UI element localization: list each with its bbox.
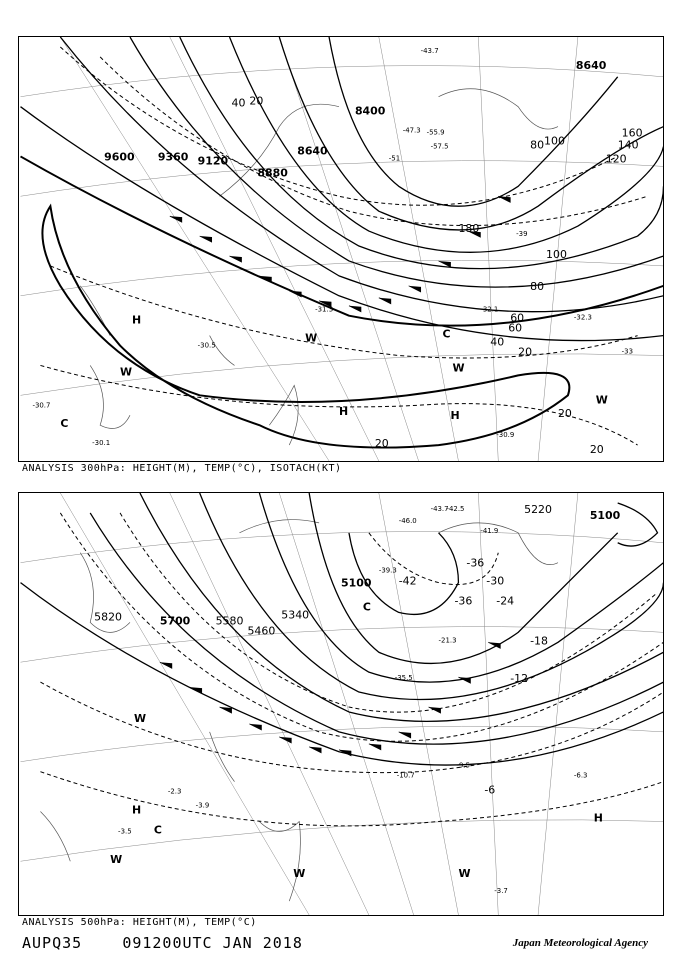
station-value: -51	[388, 154, 401, 163]
station-value: -30.1	[92, 439, 111, 448]
high-pressure-center: H	[339, 405, 349, 419]
station-value: -42.5	[446, 504, 465, 513]
height-label: 5580	[215, 614, 244, 628]
cold-center: C	[60, 417, 69, 431]
temperature-label: -24	[496, 594, 515, 608]
height-label: 9120	[197, 154, 229, 168]
warm-center: W	[595, 393, 608, 407]
station-value: -32.3	[573, 313, 592, 322]
isotach-label: 20	[518, 345, 533, 359]
station-value: -55.9	[426, 128, 445, 137]
station-value: -10.7	[396, 771, 415, 780]
warm-center: W	[120, 365, 133, 379]
station-value: -30.7	[32, 401, 51, 410]
coastlines	[40, 520, 558, 902]
coastlines	[80, 89, 558, 448]
chart-code: AUPQ35	[22, 934, 83, 952]
temperature-label: -36	[466, 556, 485, 570]
warm-center: W	[305, 331, 318, 345]
map-300hpa-panel	[18, 36, 664, 462]
height-label: 9360	[157, 150, 189, 164]
warm-center: W	[458, 867, 471, 881]
map-500hpa-caption: ANALYSIS 500hPa: HEIGHT(M), TEMP(°C)	[22, 917, 257, 928]
temperature-label: -18	[530, 634, 548, 648]
station-value: -43.7	[430, 504, 449, 513]
temperature-label: -42	[398, 574, 417, 588]
station-value: -32.1	[480, 305, 499, 314]
station-value: -6.3	[573, 771, 588, 780]
height-label: 5100	[341, 576, 372, 590]
station-value: -3.7	[494, 887, 508, 896]
isotach-label: 60	[508, 321, 523, 335]
temperature-label: -6	[484, 783, 496, 797]
station-value: -21.3	[438, 636, 457, 645]
map-300hpa-canvas	[19, 37, 664, 461]
isotach-label: 160	[621, 126, 643, 140]
temperature-label: -36	[454, 594, 473, 608]
height-label: 8640	[575, 58, 607, 72]
wind-barbs	[160, 642, 500, 755]
warm-center: W	[110, 853, 123, 867]
cold-center: C	[153, 823, 162, 837]
station-value: -31.3	[315, 305, 334, 314]
station-value: -30.5	[197, 341, 216, 350]
isotach-label: 100	[546, 247, 567, 261]
isotach-label: 140	[617, 138, 639, 152]
isotach-label: 40	[231, 96, 246, 110]
high-pressure-center: H	[593, 811, 603, 825]
wind-barbs	[170, 196, 510, 311]
isotach-label: 20	[374, 437, 389, 451]
height-label: 5220	[524, 502, 552, 516]
station-value: -41.9	[480, 526, 499, 535]
station-value: -9.5	[456, 761, 471, 770]
height-label: 9600	[104, 150, 135, 164]
station-value: -39	[516, 230, 528, 239]
height-label: 5700	[159, 614, 191, 628]
map-500hpa-panel	[18, 492, 664, 916]
station-value: -33	[621, 347, 634, 356]
station-value: -47.3	[402, 126, 421, 135]
height-label: 5820	[94, 610, 123, 624]
map-300hpa-caption: ANALYSIS 300hPa: HEIGHT(M), TEMP(°C), ISOTACH(KT)	[22, 463, 342, 474]
height-label: 5100	[589, 508, 621, 522]
height-label: 5460	[247, 624, 276, 638]
warm-center: W	[293, 867, 306, 881]
chart-datetime: 091200UTC JAN 2018	[122, 934, 303, 952]
graticule	[21, 37, 664, 461]
station-value: -43.7	[420, 46, 439, 55]
isotach-contours	[21, 156, 664, 447]
temperature-label: -12	[510, 672, 529, 686]
cold-center: C	[442, 327, 451, 341]
map-500hpa-canvas	[19, 493, 664, 915]
temperature-label: -30	[486, 574, 505, 588]
height-contours	[21, 493, 664, 765]
warm-center: W	[452, 361, 465, 375]
isotherm-lines	[40, 513, 663, 826]
height-label: 8400	[354, 104, 386, 118]
high-pressure-center: H	[131, 313, 142, 327]
high-pressure-center: H	[131, 803, 142, 817]
isotach-label: 80	[530, 279, 545, 293]
height-label: 8640	[297, 144, 328, 158]
station-value: -57.5	[430, 142, 449, 151]
isotach-label: 180	[458, 222, 480, 236]
station-value: -35.5	[394, 674, 413, 683]
isotach-label: 40	[490, 335, 505, 349]
isotach-label: 60	[510, 311, 525, 325]
station-value: -30.9	[496, 431, 515, 440]
station-value: -46.0	[398, 516, 417, 525]
high-pressure-center: H	[450, 409, 460, 423]
height-contours	[21, 37, 664, 341]
height-label: 8880	[257, 166, 288, 180]
agency-name: Japan Meteorological Agency	[512, 937, 648, 949]
station-value: -2.3	[167, 787, 182, 796]
station-value: -39.3	[378, 566, 397, 575]
isotach-label: 20	[557, 407, 572, 421]
chart-identifier	[22, 934, 303, 952]
station-value: -3.5	[118, 827, 132, 836]
cold-center: C	[362, 600, 371, 614]
station-value: -3.9	[195, 801, 210, 810]
isotach-label: 20	[249, 94, 264, 108]
isotach-label: 120	[605, 152, 627, 166]
isotach-label: 100	[544, 134, 565, 148]
isotach-label: 20	[589, 443, 604, 457]
isotherm-lines	[40, 47, 647, 448]
graticule	[21, 493, 664, 915]
warm-center: W	[133, 711, 147, 725]
height-label: 5340	[281, 608, 310, 622]
isotach-label: 80	[530, 138, 545, 152]
